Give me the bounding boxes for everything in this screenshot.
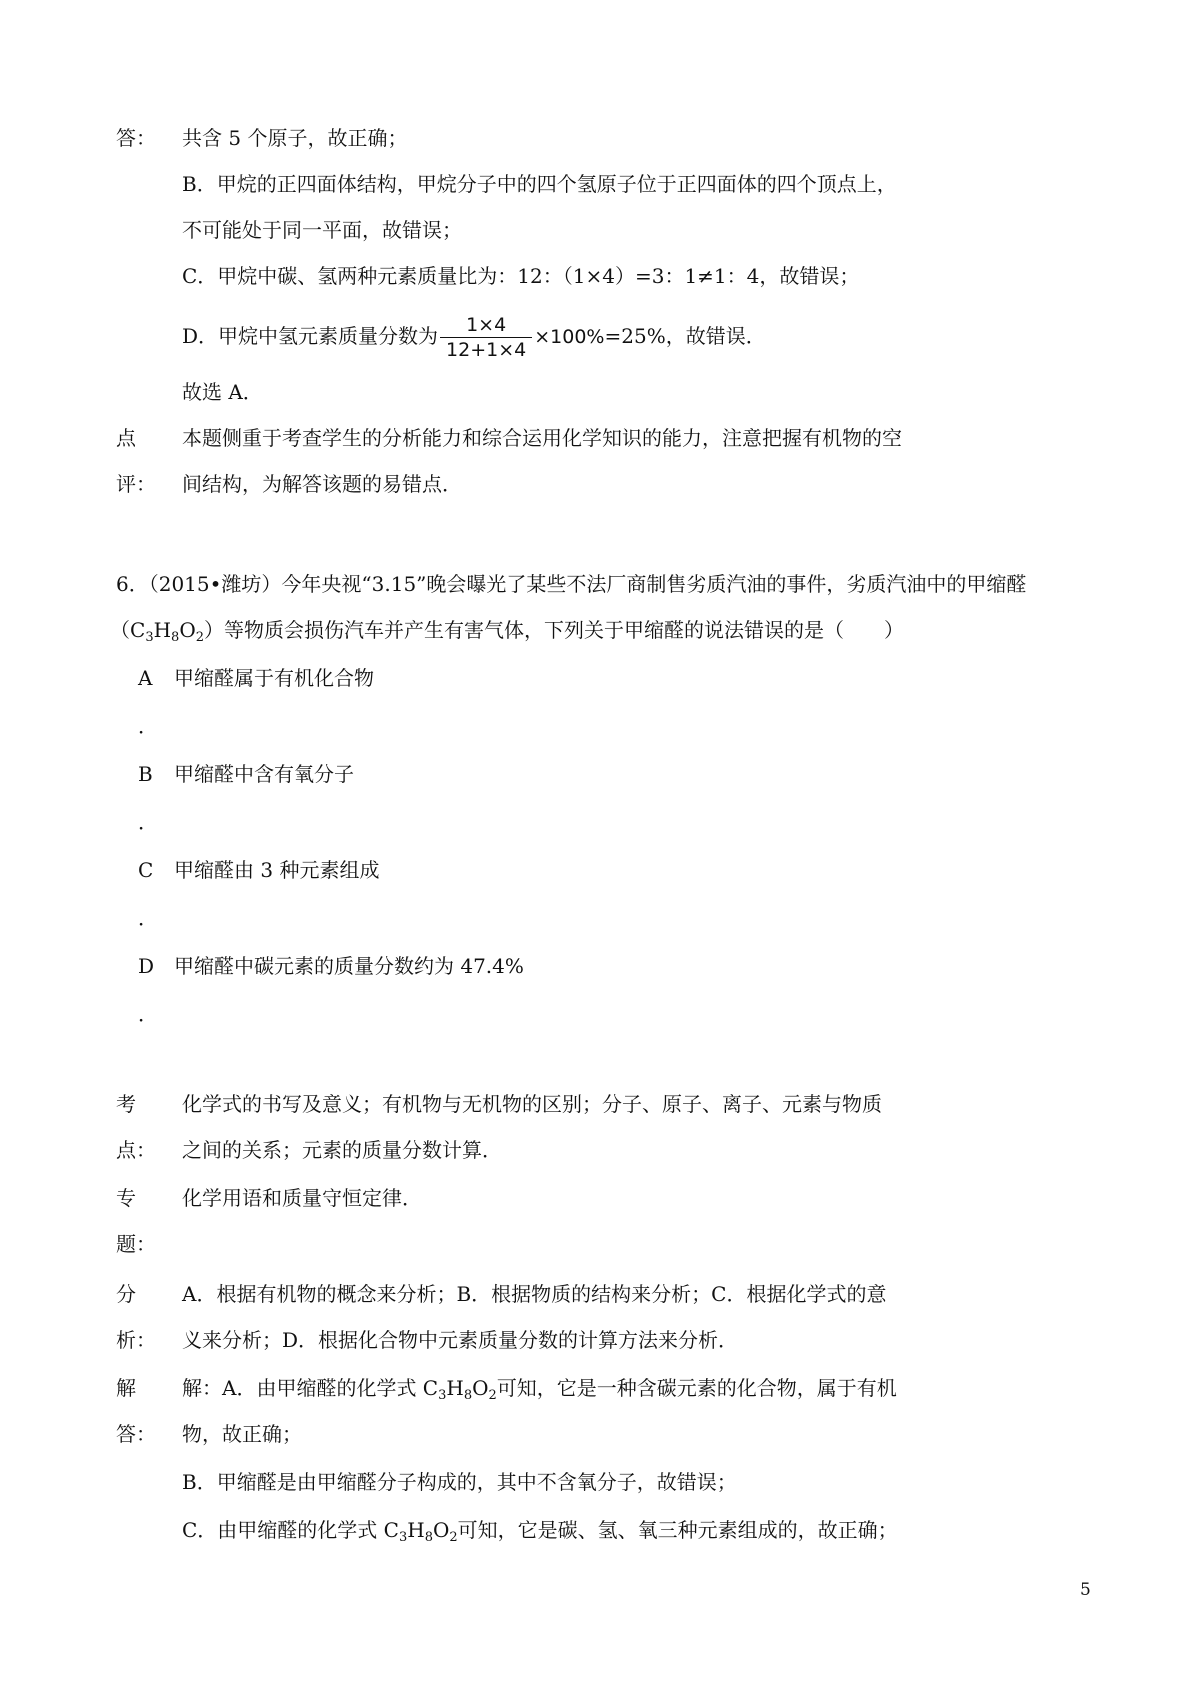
option-d-prefix: D．甲烷中氢元素质量分数为	[182, 324, 439, 348]
option-c-analysis: C．甲烷中碳、氢两种元素质量比为：12：（1×4）=3：1≠1：4，故错误；	[182, 264, 860, 288]
option-b-dot: ．	[138, 810, 158, 834]
jieda-a-o: O	[472, 1376, 489, 1400]
page-number: 5	[1080, 1580, 1091, 1600]
jieda-c-sub-h: 8	[424, 1530, 433, 1545]
kaodian-line-2: 之间的关系；元素的质量分数计算．	[182, 1138, 502, 1162]
jieda-a-sub-o: 2	[488, 1388, 497, 1403]
option-b-analysis-line-2: 不可能处于同一平面，故错误；	[182, 218, 462, 242]
jieda-c-line	[182, 1516, 898, 1544]
jieda-a-post: 可知，它是一种含碳元素的化合物，属于有机	[496, 1376, 897, 1400]
formula-sub-h: 8	[171, 630, 180, 645]
question-6-stem-line-2	[110, 616, 904, 644]
zhuanti-line-1: 化学用语和质量守恒定律．	[182, 1186, 422, 1210]
jieda-c-pre: C．由甲缩醛的化学式 C	[182, 1518, 399, 1542]
option-b-letter: B	[138, 762, 153, 786]
formula-sub-o: 2	[195, 630, 205, 645]
option-d-letter: D	[138, 954, 155, 978]
zhuanti-label-2: 题：	[116, 1232, 156, 1256]
option-d-suffix: =25%，故错误．	[604, 324, 766, 348]
kaodian-label-1: 考	[116, 1092, 136, 1116]
jieda-c-h: H	[407, 1518, 425, 1542]
jieda-c-post: 可知，它是碳、氢、氧三种元素组成的，故正确；	[457, 1518, 898, 1542]
jieda-label-1: 解	[116, 1376, 136, 1400]
mass-fraction	[440, 314, 532, 361]
option-c-dot: ．	[138, 906, 158, 930]
answer-line-1: 共含 5 个原子，故正确；	[182, 126, 408, 150]
option-b-text: 甲缩醛中含有氧分子	[174, 762, 354, 786]
fraction-numerator: 1×4	[440, 314, 532, 338]
jieda-b-line: B．甲缩醛是由甲缩醛分子构成的，其中不含氧分子，故错误；	[182, 1470, 737, 1494]
jieda-label-2: 答：	[116, 1422, 156, 1446]
jieda-c-sub-c: 3	[398, 1530, 408, 1545]
jieda-a-h: H	[446, 1376, 464, 1400]
option-a-letter: A	[138, 666, 153, 690]
option-c-letter: C	[138, 858, 154, 882]
kaodian-label-2: 点：	[116, 1138, 156, 1162]
comment-line-1: 本题侧重于考查学生的分析能力和综合运用化学知识的能力，注意把握有机物的空	[182, 426, 902, 450]
answer-label-end: 答：	[116, 126, 156, 150]
fenxi-label-2: 析：	[116, 1328, 156, 1352]
kaodian-line-1: 化学式的书写及意义；有机物与无机物的区别；分子、原子、离子、元素与物质	[182, 1092, 882, 1116]
jieda-c-sub-o: 2	[449, 1530, 458, 1545]
jieda-a-sub-h: 8	[463, 1388, 473, 1403]
zhuanti-label-1: 专	[116, 1186, 136, 1210]
comment-line-2: 间结构，为解答该题的易错点．	[182, 472, 462, 496]
formula-open: （C	[110, 618, 146, 642]
jieda-a-pre: 解：A．由甲缩醛的化学式 C	[182, 1376, 439, 1400]
option-d-analysis	[182, 314, 766, 361]
jieda-c-o: O	[432, 1518, 450, 1542]
formula-o: O	[179, 618, 196, 642]
question-6-stem-line-1: 6．（2015•潍坊）今年央视“3.15”晚会曝光了某些不法厂商制售劣质汽油的事件，劣质汽油中的甲缩醛	[116, 572, 1027, 596]
jieda-a-line-1	[182, 1374, 897, 1402]
fraction-denominator: 12+1×4	[446, 339, 527, 361]
stem-rest: ）等物质会损伤汽车并产生有害气体，下列关于甲缩醛的说法错误的是（ ）	[204, 618, 905, 642]
fenxi-line-1: A．根据有机物的概念来分析；B．根据物质的结构来分析；C．根据化学式的意	[182, 1282, 887, 1306]
comment-label-2: 评：	[116, 472, 156, 496]
option-d-dot: ．	[138, 1002, 158, 1026]
option-d-text: 甲缩醛中碳元素的质量分数约为 47.4%	[174, 954, 524, 978]
percent-factor: ×100%	[534, 326, 605, 348]
choose-answer: 故选 A．	[182, 380, 263, 404]
option-a-dot: ．	[138, 714, 158, 738]
formula-sub-c: 3	[145, 630, 154, 645]
comment-label-1: 点	[116, 426, 136, 450]
formula-h: H	[153, 618, 172, 642]
option-a-text: 甲缩醛属于有机化合物	[174, 666, 374, 690]
fenxi-label-1: 分	[116, 1282, 136, 1306]
option-c-text: 甲缩醛由 3 种元素组成	[174, 858, 380, 882]
option-b-analysis-line-1: B．甲烷的正四面体结构，甲烷分子中的四个氢原子位于正四面体的四个顶点上，	[182, 172, 897, 196]
jieda-a-sub-c: 3	[438, 1388, 447, 1403]
jieda-a-line-2: 物，故正确；	[182, 1422, 302, 1446]
fenxi-line-2: 义来分析；D．根据化合物中元素质量分数的计算方法来分析．	[182, 1328, 739, 1352]
